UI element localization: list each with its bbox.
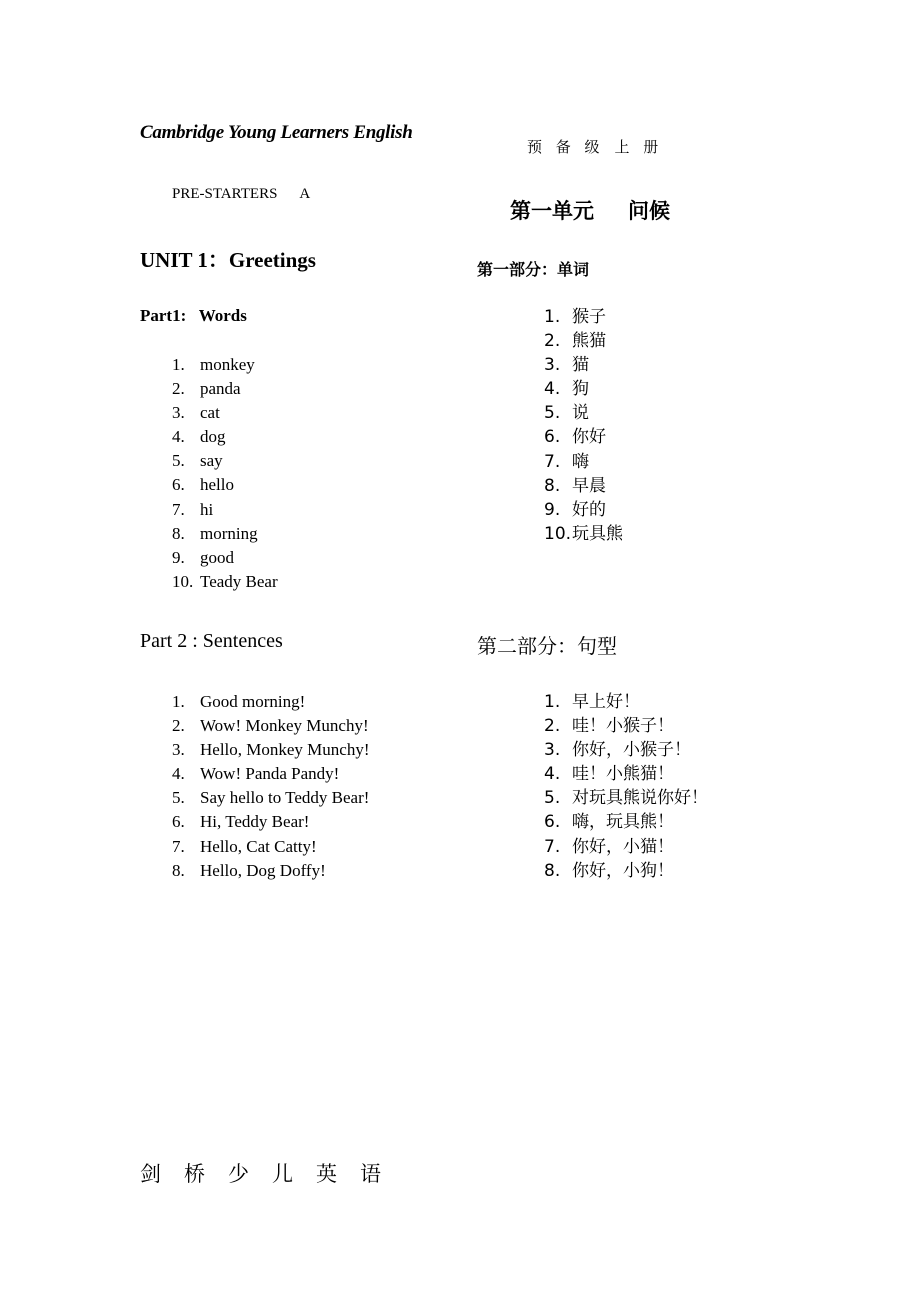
item-text: Good morning! xyxy=(200,692,306,711)
part1-heading-cn: 第一部分：单词 xyxy=(477,260,590,279)
item-text: Teady Bear xyxy=(200,571,278,591)
list-item xyxy=(544,329,623,353)
item-text: good xyxy=(200,547,234,567)
list-item xyxy=(172,810,370,834)
list-item xyxy=(544,425,623,449)
item-number: 6. xyxy=(172,475,185,495)
prestarters-text: PRE-STARTERS xyxy=(172,186,278,202)
list-item xyxy=(544,714,708,738)
item-text: 你好，小猴子！ xyxy=(572,740,691,761)
item-number: 8. xyxy=(172,860,185,880)
item-number: 1. xyxy=(544,307,561,327)
list-item xyxy=(172,522,278,546)
item-text: 玩具熊 xyxy=(572,523,623,544)
sentences-list-cn xyxy=(544,690,708,883)
list-item xyxy=(172,546,278,570)
list-item xyxy=(172,401,278,425)
list-item xyxy=(544,762,708,786)
item-number: 8. xyxy=(172,523,185,543)
item-number: 1. xyxy=(544,692,561,712)
item-text: hello xyxy=(200,475,234,495)
unit-title-cn xyxy=(510,195,670,225)
item-number: 4. xyxy=(172,427,185,447)
list-item xyxy=(172,425,278,449)
list-item xyxy=(544,522,623,546)
list-item xyxy=(544,835,708,859)
prestarters-label xyxy=(172,186,310,203)
list-item xyxy=(172,786,370,810)
item-text: 嗨，玩具熊！ xyxy=(572,812,674,833)
item-text: panda xyxy=(200,379,241,399)
item-number: 6. xyxy=(544,812,561,833)
part2-heading-en: Part 2 : Sentences xyxy=(140,630,283,652)
item-text: Hello, Monkey Munchy! xyxy=(200,740,370,760)
item-text: 猴子 xyxy=(572,307,606,327)
list-item xyxy=(544,859,708,883)
item-number: 7. xyxy=(172,499,185,519)
item-number: 2. xyxy=(172,716,185,736)
item-text: 哇！小猴子！ xyxy=(572,716,674,737)
list-item xyxy=(172,859,370,883)
item-number: 1. xyxy=(172,692,185,711)
item-text: 说 xyxy=(572,403,589,424)
item-number: 6. xyxy=(172,812,185,832)
item-number: 2. xyxy=(544,331,561,352)
list-item xyxy=(172,690,370,714)
item-text: morning xyxy=(200,523,258,543)
item-text: 猫 xyxy=(572,355,589,376)
item-text: hi xyxy=(200,499,214,519)
list-item xyxy=(172,498,278,522)
list-item xyxy=(172,353,278,377)
list-item xyxy=(544,474,623,498)
item-text: cat xyxy=(200,403,220,423)
item-number: 10. xyxy=(172,571,194,591)
item-text: 你好，小狗！ xyxy=(572,860,674,881)
part1-heading-en: Part1: Words xyxy=(140,306,247,325)
item-text: 熊猫 xyxy=(572,331,606,352)
prestarters-suffix: A xyxy=(299,186,311,202)
item-text: 好的 xyxy=(572,499,606,520)
item-number: 2. xyxy=(172,379,185,399)
item-text: 嗨 xyxy=(572,451,589,472)
list-item xyxy=(172,449,278,473)
item-number: 4. xyxy=(544,379,561,400)
list-item xyxy=(172,473,278,497)
item-number: 4. xyxy=(544,764,561,785)
item-number: 7. xyxy=(544,451,561,472)
item-text: Hi, Teddy Bear! xyxy=(200,812,310,832)
footer-title: 剑桥少儿英语 xyxy=(140,1162,404,1186)
item-number: 7. xyxy=(172,836,185,856)
item-text: Wow! Monkey Munchy! xyxy=(200,716,369,736)
item-number: 6. xyxy=(544,427,561,448)
list-item xyxy=(544,738,708,762)
item-text: Hello, Cat Catty! xyxy=(200,836,317,856)
volume-name: 上 册 xyxy=(614,140,664,156)
list-item xyxy=(544,810,708,834)
list-item xyxy=(544,401,623,425)
item-text: 哇！小熊猫！ xyxy=(572,764,674,785)
list-item xyxy=(172,377,278,401)
list-item xyxy=(172,738,370,762)
list-item xyxy=(544,690,708,714)
item-text: Say hello to Teddy Bear! xyxy=(200,788,370,808)
sentences-list-en xyxy=(172,690,370,883)
item-number: 10. xyxy=(544,523,572,544)
item-number: 3. xyxy=(172,403,185,423)
unit-topic-cn: 问候 xyxy=(628,199,670,223)
item-number: 7. xyxy=(544,836,561,857)
item-text: monkey xyxy=(200,355,255,374)
list-item xyxy=(172,835,370,859)
part2-heading-cn: 第二部分：句型 xyxy=(477,634,617,658)
list-item xyxy=(544,786,708,810)
list-item xyxy=(544,353,623,377)
list-item xyxy=(544,305,623,329)
item-number: 4. xyxy=(172,764,185,784)
item-text: Hello, Dog Doffy! xyxy=(200,860,326,880)
list-item xyxy=(172,570,278,594)
item-number: 5. xyxy=(172,451,185,471)
item-number: 3. xyxy=(172,740,185,760)
list-item xyxy=(544,377,623,401)
item-number: 5. xyxy=(544,403,561,424)
brand-title: Cambridge Young Learners English xyxy=(140,122,413,143)
item-text: 早上好！ xyxy=(572,692,640,712)
item-number: 5. xyxy=(172,788,185,808)
item-number: 3. xyxy=(544,355,561,376)
item-text: dog xyxy=(200,427,226,447)
item-number: 2. xyxy=(544,716,561,737)
list-item xyxy=(172,714,370,738)
item-number: 9. xyxy=(544,499,561,520)
item-text: say xyxy=(200,451,223,471)
list-item xyxy=(544,498,623,522)
unit-title-en: UNIT 1：Greetings xyxy=(140,248,316,272)
item-number: 3. xyxy=(544,740,561,761)
words-list-cn xyxy=(544,305,623,546)
words-list-en xyxy=(172,353,278,594)
list-item xyxy=(172,762,370,786)
item-text: 早晨 xyxy=(572,475,606,496)
item-number: 1. xyxy=(172,355,185,374)
level-label xyxy=(527,136,663,157)
item-text: 你好，小猫！ xyxy=(572,836,674,857)
list-item xyxy=(544,450,623,474)
item-text: 对玩具熊说你好！ xyxy=(572,788,708,809)
item-text: Wow! Panda Pandy! xyxy=(200,764,340,784)
level-name: 预 备 级 xyxy=(527,140,605,156)
item-number: 5. xyxy=(544,788,561,809)
item-number: 8. xyxy=(544,860,561,881)
item-number: 8. xyxy=(544,475,561,496)
unit-number-cn: 第一单元 xyxy=(510,199,594,223)
item-text: 你好 xyxy=(572,427,606,448)
item-text: 狗 xyxy=(572,379,589,400)
item-number: 9. xyxy=(172,547,185,567)
